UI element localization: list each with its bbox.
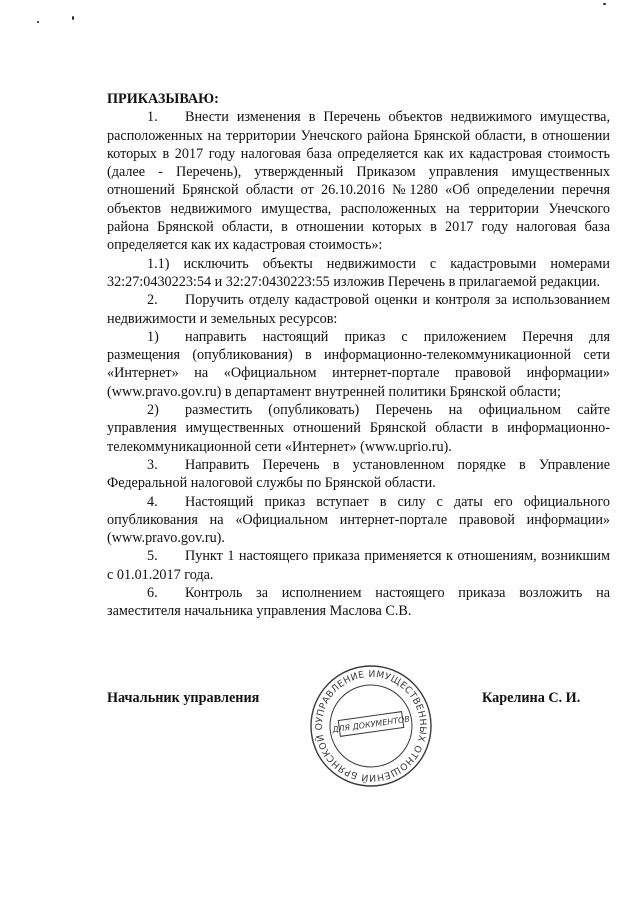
- paragraph-number: 6.: [147, 585, 158, 602]
- paragraph-text: Поручить отделу кадастровой оценки и контроля за использованием недвижимости и земельных ресурсов:: [107, 292, 610, 327]
- paragraph-number: 2): [147, 402, 159, 419]
- paragraph-number: 1): [147, 328, 159, 345]
- paragraph-text: Контроль за исполнением настоящего приказа возложить на заместителя начальника управления Маслова С.В.: [107, 585, 610, 620]
- paragraph-2-2: [107, 401, 610, 456]
- stamp-seal-icon: [308, 663, 434, 789]
- paragraph-number: 3.: [147, 456, 158, 473]
- svg-text:УПРАВЛЕНИЕ ИМУЩЕСТВЕННЫХ ОТНОШ: УПРАВЛЕНИЕ ИМУЩЕСТВЕННЫХ ОТНОШЕНИЙ БРЯНСКОЙ О: [313, 668, 429, 784]
- paragraph-text: Направить Перечень в установленном порядке в Управление Федеральной налоговой службы по Брянской области.: [107, 456, 610, 492]
- paragraph-1-1: [107, 255, 610, 292]
- paragraph-2-1: [107, 328, 610, 401]
- official-stamp: [308, 663, 434, 789]
- svg-text:ДЛЯ ДОКУМЕНТОВ: ДЛЯ ДОКУМЕНТОВ: [331, 714, 411, 735]
- paragraph-text: направить настоящий приказ с приложением Перечня для размещения (опубликования) в информационно-телекоммуникационной сети «Интернет» на «Официальном интернет-портале правовой информации» (www.pravo.gov.ru) в департамент внутренней политики Брянской области;: [107, 328, 610, 400]
- scan-speck: [37, 21, 39, 23]
- paragraph-text: Внести изменения в Перечень объектов недвижимого имущества, расположенных на территории Унечского района Брянской области, в отношении которых в 2017 году налоговая база определяется как их кадастровая стоимость (далее - Перечень), утвержденный Приказом управления имущественных отношений Брянской области от 26.10.2016 №1280 «Об определении перечня объектов недвижимого имущества, расположенных на территории Унечского района Брянской области, в отношении которых в 2017 году налоговая база определяется как их кадастровая стоимость»:: [107, 109, 610, 254]
- scan-speck: [603, 3, 606, 5]
- paragraph-1: [107, 108, 610, 254]
- paragraph-text: Пункт 1 настоящего приказа применяется к отношениям, возникшим с 01.01.2017 года.: [107, 548, 610, 583]
- paragraph-text: 1.1) исключить объекты недвижимости с кадастровыми номерами 32:27:0430223:54 и 32:27:0430223:55 изложив Перечень в прилагаемой редакции.: [107, 255, 610, 290]
- paragraph-number: 2.: [147, 292, 158, 309]
- paragraph-6: [107, 584, 610, 621]
- signatory-name: Карелина С. И.: [482, 690, 581, 706]
- paragraph-number: 5.: [147, 548, 158, 565]
- paragraph-5: [107, 547, 610, 584]
- scan-speck: [72, 16, 74, 20]
- paragraph-number: 1.: [147, 109, 158, 126]
- signatory-position: Начальник управления: [107, 690, 260, 706]
- order-heading: ПРИКАЗЫВАЮ:: [107, 91, 219, 107]
- paragraph-number: 4.: [147, 493, 158, 510]
- paragraph-4: [107, 493, 610, 548]
- paragraph-2: [107, 291, 610, 328]
- paragraph-text: разместить (опубликовать) Перечень на официальном сайте управления имущественных отношений Брянской области в информационно-телекоммуникационной сети «Интернет» (www.uprio.ru).: [107, 402, 610, 455]
- paragraph-3: [107, 456, 610, 493]
- paragraph-text: Настоящий приказ вступает в силу с даты его официального опубликования на «Официальном интернет-портале правовой информации» (www.pravo.gov.ru).: [107, 493, 610, 547]
- document-body: [107, 90, 610, 621]
